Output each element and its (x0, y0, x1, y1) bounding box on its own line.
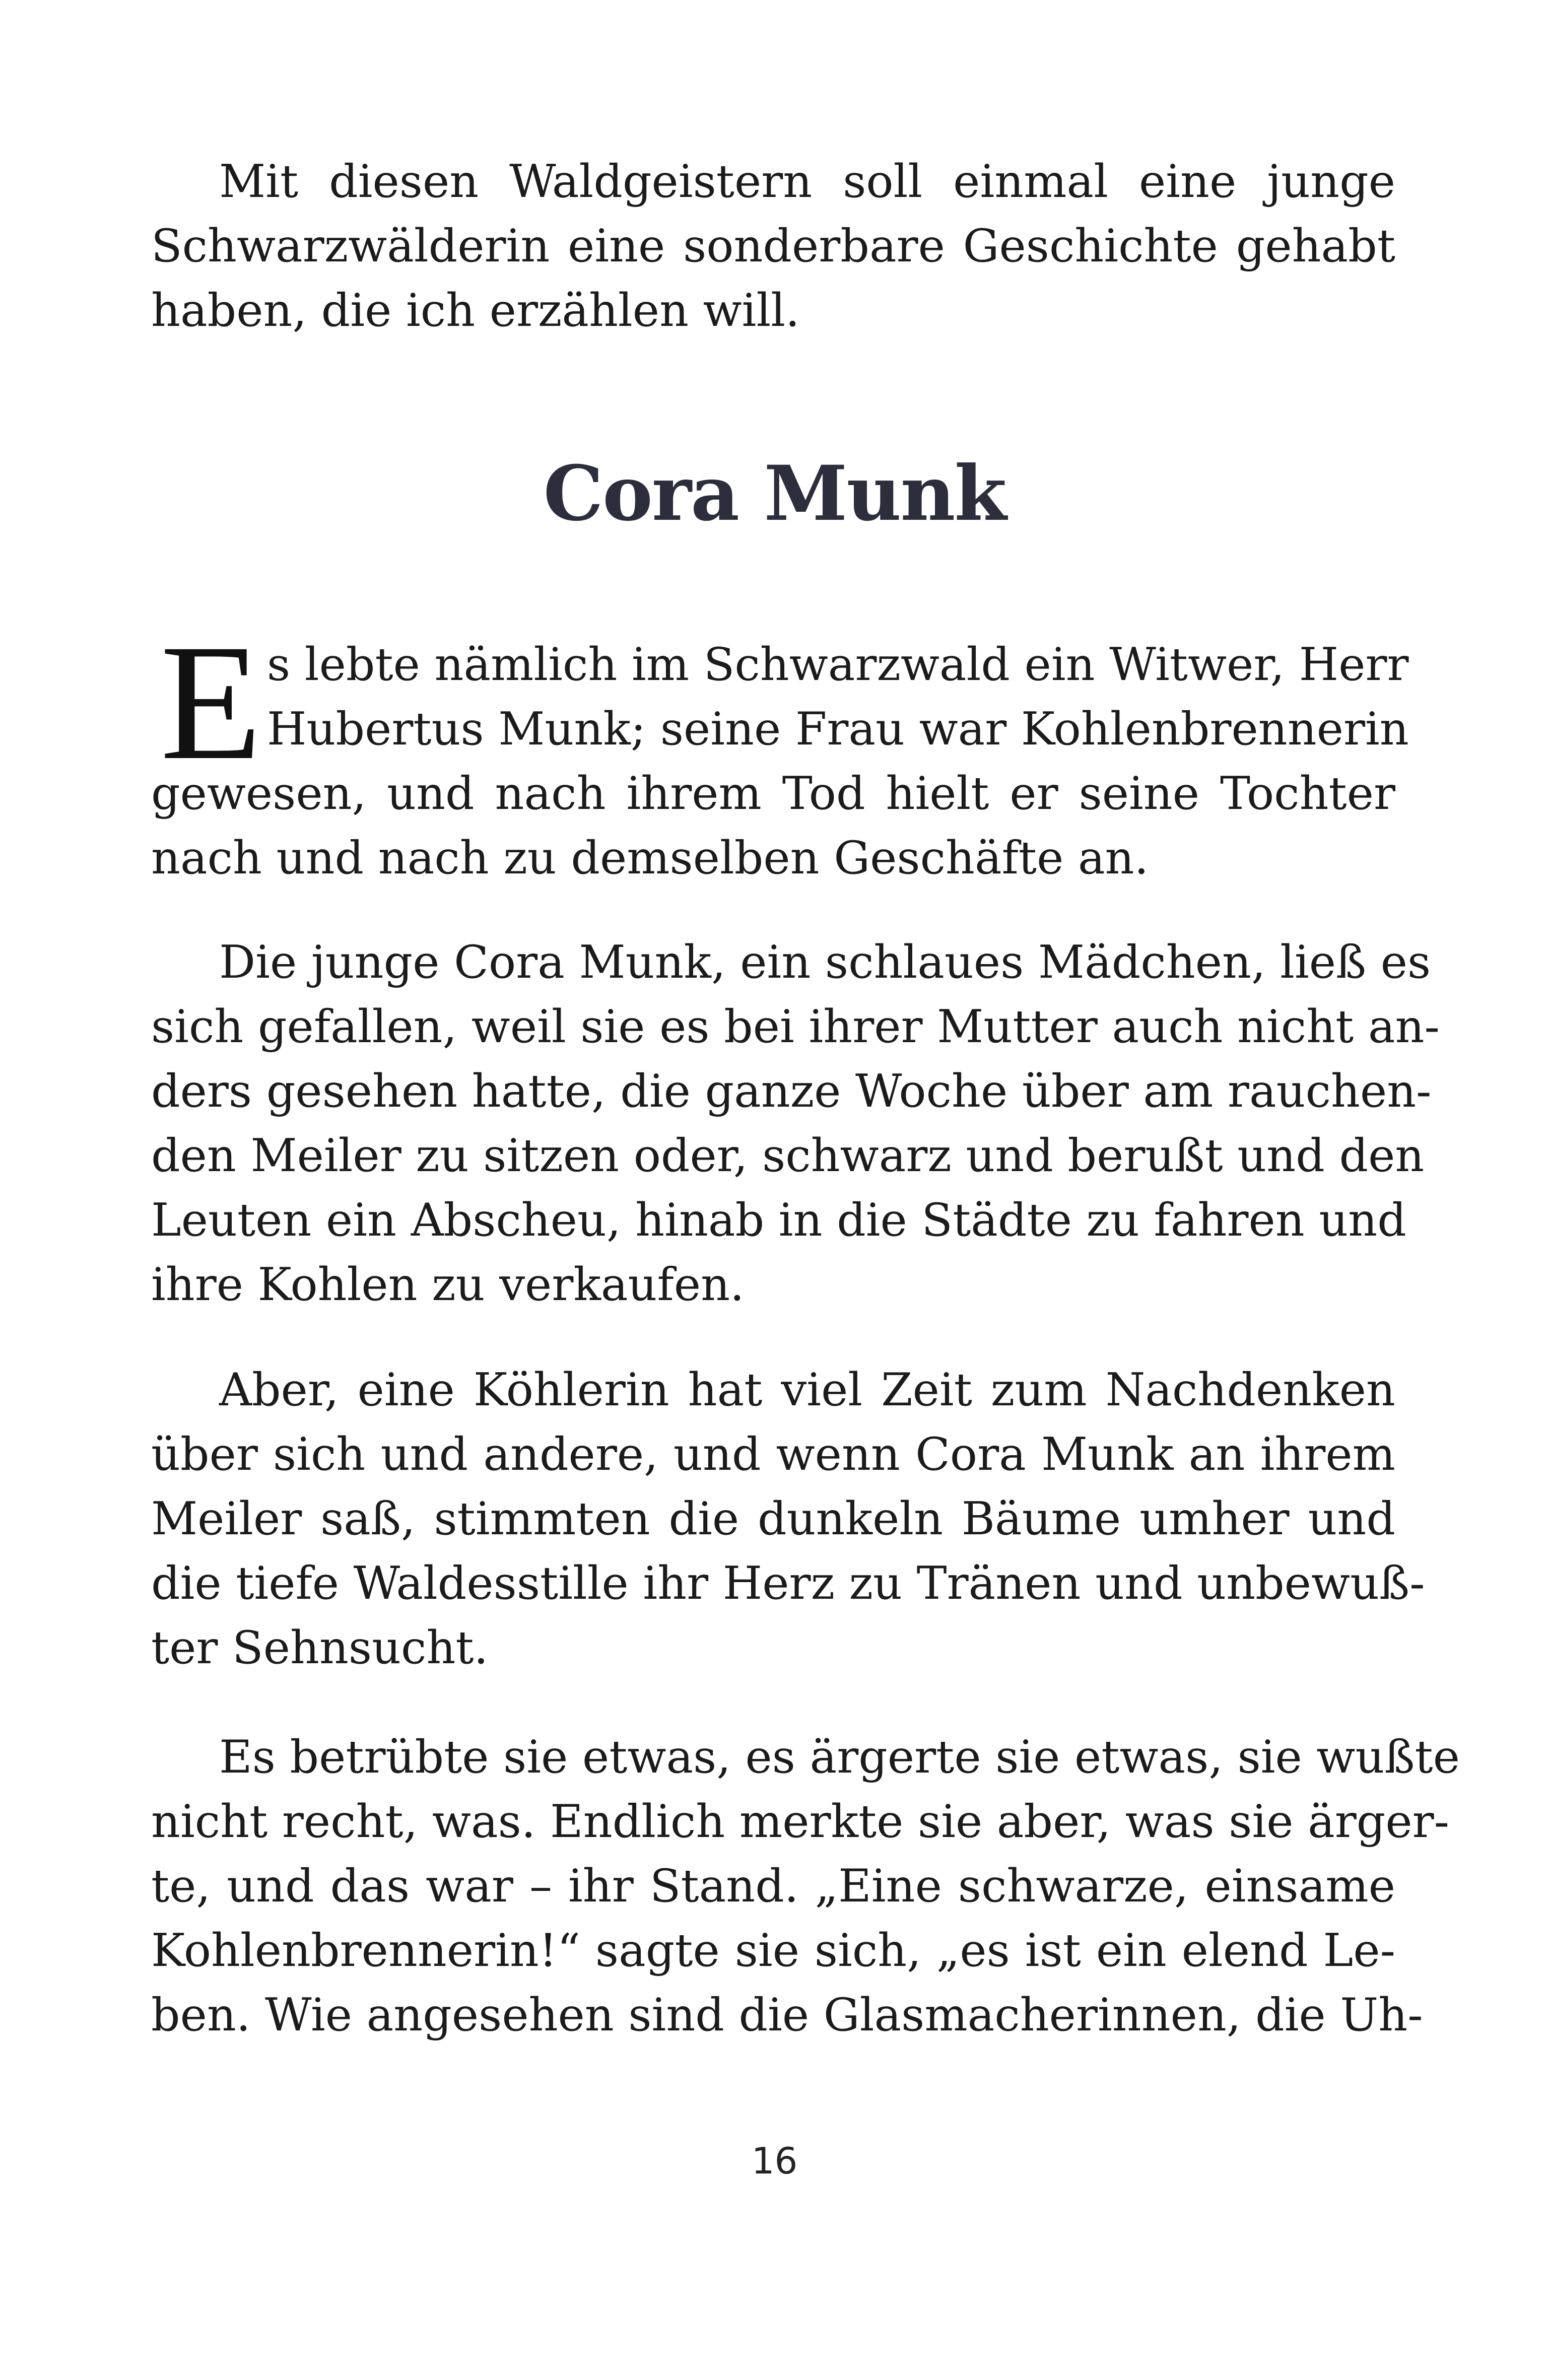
text-line: ders gesehen hatte, die ganze Woche über am rauchen- (151, 1065, 1432, 1118)
text-line: Die junge Cora Munk, ein schlaues Mädchen, ließ es (219, 936, 1431, 989)
page-number: 16 (751, 2140, 798, 2182)
text-line: Leuten ein Abscheu, hinab in die Städte zu fahren und (151, 1194, 1406, 1247)
text-line: Hubertus Munk; seine Frau war Kohlenbrennerin (267, 703, 1409, 756)
chapter-title: Cora Munk (543, 449, 1006, 538)
text-line: den Meiler zu sitzen oder, schwarz und berußt und den (151, 1129, 1425, 1182)
text-line: nicht recht, was. Endlich merkte sie aber, was sie ärger- (151, 1795, 1450, 1848)
text-line: s lebte nämlich im Schwarzwald ein Witwer, Herr (267, 638, 1409, 691)
intro-paragraph (151, 150, 1395, 343)
text-line: Aber, eine Köhlerin hat viel Zeit zum Nachdenken (219, 1364, 1395, 1416)
text-line: über sich und andere, und wenn Cora Munk an ihrem (151, 1428, 1395, 1481)
text-line: Schwarzwälderin eine sonderbare Geschichte gehabt (151, 220, 1395, 273)
paragraph-3 (151, 1358, 1425, 1680)
drop-cap-letter: E (160, 610, 262, 794)
paragraph-1 (151, 610, 1409, 891)
text-line: Kohlenbrennerin!“ sagte sie sich, „es ist ein elend Le- (151, 1924, 1395, 1977)
text-line: ben. Wie angesehen sind die Glasmacherinnen, die Uh- (151, 1989, 1423, 2042)
text-line: Es betrübte sie etwas, es ärgerte sie etwas, sie wußte (219, 1731, 1460, 1784)
text-line: te, und das war – ihr Stand. „Eine schwarze, einsame (151, 1860, 1395, 1913)
text-line: nach und nach zu demselben Geschäfte an. (151, 832, 1149, 885)
text-line: gewesen, und nach ihrem Tod hielt er seine Tochter (151, 767, 1395, 820)
text-line: sich gefallen, weil sie es bei ihrer Mutter auch nicht an- (151, 1000, 1440, 1053)
text-line: die tiefe Waldesstille ihr Herz zu Tränen und unbewuß- (151, 1557, 1425, 1610)
text-line: ter Sehnsucht. (151, 1621, 489, 1674)
paragraph-4 (151, 1725, 1460, 2048)
text-line: ihre Kohlen zu verkaufen. (151, 1258, 745, 1311)
text-line: haben, die ich erzählen will. (151, 284, 800, 337)
text-line: Meiler saß, stimmten die dunkeln Bäume umher und (151, 1492, 1395, 1545)
text-line: Mit diesen Waldgeistern soll einmal eine junge (219, 155, 1395, 208)
paragraph-2 (151, 930, 1440, 1317)
